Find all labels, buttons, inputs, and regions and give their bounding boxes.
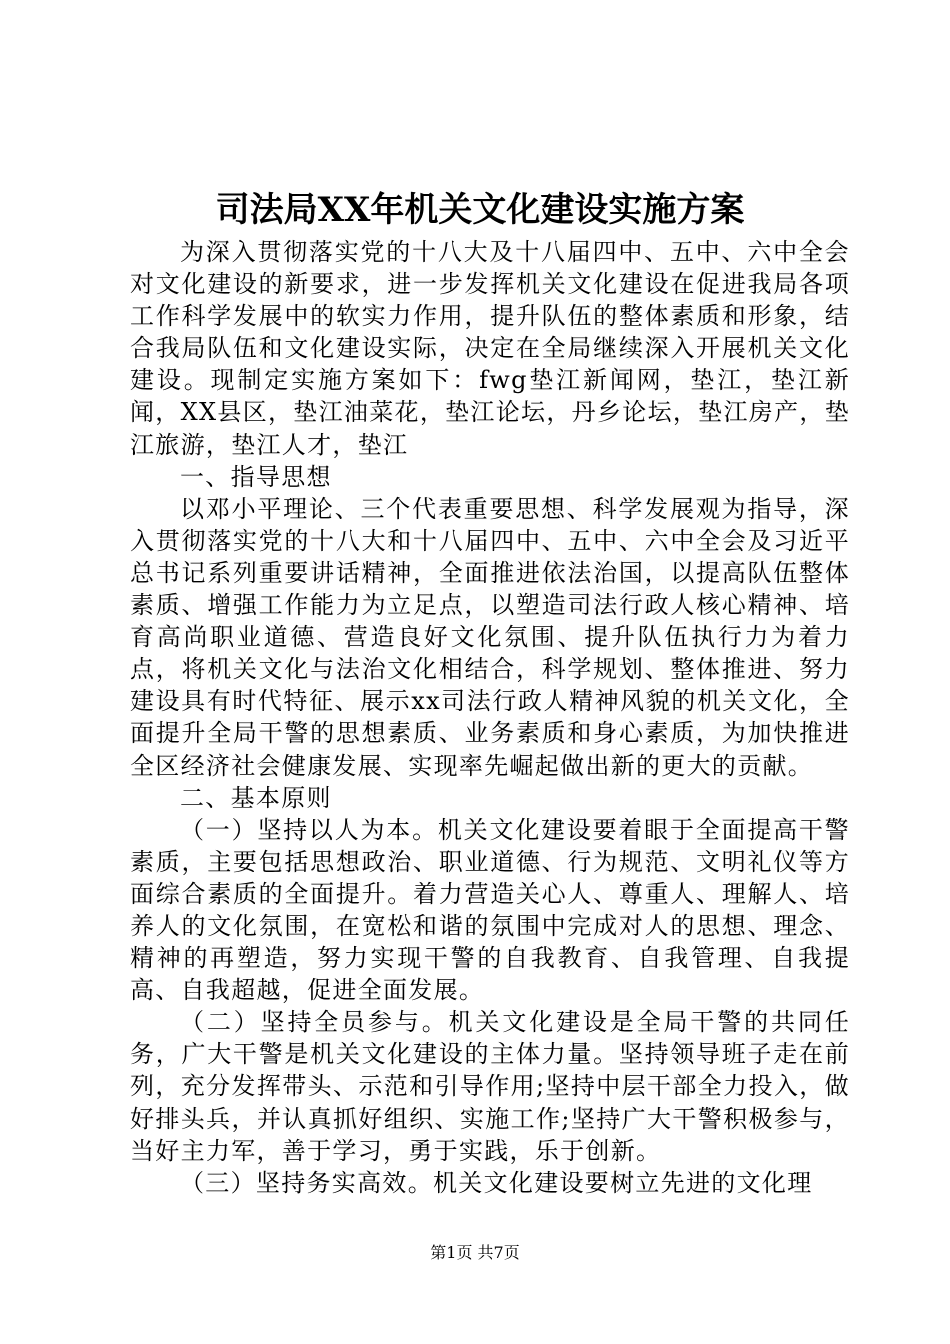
principle-paragraph-1: （一）坚持以人为本。机关文化建设要着眼于全面提高干警素质，主要包括思想政治、职业道德、行为规范、文明礼仪等方面综合素质的全面提升。着力营造关心人、尊重人、理解人、培养人的文化氛围，在宽松和谐的氛围中完成对人的思想、理念、精神的再塑造，努力实现干警的自我教育、自我管理、自我提高、自我超越，促进全面发展。: [130, 815, 850, 1005]
principle-paragraph-2: （二）坚持全员参与。机关文化建设是全局干警的共同任务，广大干警是机关文化建设的主体力量。坚持领导班子走在前列，充分发挥带头、示范和引导作用;坚持中层干部全力投入，做好排头兵，并认真抓好组织、实施工作;坚持广大干警积极参与，当好主力军，善于学习，勇于实践，乐于创新。: [130, 1008, 850, 1165]
principle-paragraph-3: （三）坚持务实高效。机关文化建设要树立先进的文化理: [180, 1168, 813, 1197]
section-heading-guiding-ideology: 一、指导思想: [180, 462, 332, 491]
document-title: 司法局XX年机关文化建设实施方案: [215, 190, 745, 230]
page-number-footer: 第1页 共7页: [430, 1243, 520, 1262]
intro-paragraph: 为深入贯彻落实党的十八大及十八届四中、五中、六中全会对文化建设的新要求，进一步发挥机关文化建设在促进我局各项工作科学发展中的软实力作用，提升队伍的整体素质和形象，结合我局队伍和文化建设实际，决定在全局继续深入开展机关文化建设。现制定实施方案如下：fwg垫江新闻网，垫江，垫江新闻，XX县区，垫江油菜花，垫江论坛，丹乡论坛，垫江房产，垫江旅游，垫江人才，垫江: [130, 238, 850, 459]
document-body: [130, 236, 850, 1199]
guiding-ideology-paragraph: 以邓小平理论、三个代表重要思想、科学发展观为指导，深入贯彻落实党的十八大和十八届四中、五中、六中全会及习近平总书记系列重要讲话精神，全面推进依法治国，以提高队伍整体素质、增强工作能力为立足点，以塑造司法行政人核心精神、培育高尚职业道德、营造良好文化氛围、提升队伍执行力为着力点，将机关文化与法治文化相结合，科学规划、整体推进、努力建设具有时代特征、展示xx司法行政人精神风貌的机关文化，全面提升全局干警的思想素质、业务素质和身心素质，为加快推进全区经济社会健康发展、实现率先崛起做出新的更大的贡献。: [130, 494, 850, 780]
section-heading-basic-principles: 二、基本原则: [180, 783, 332, 812]
